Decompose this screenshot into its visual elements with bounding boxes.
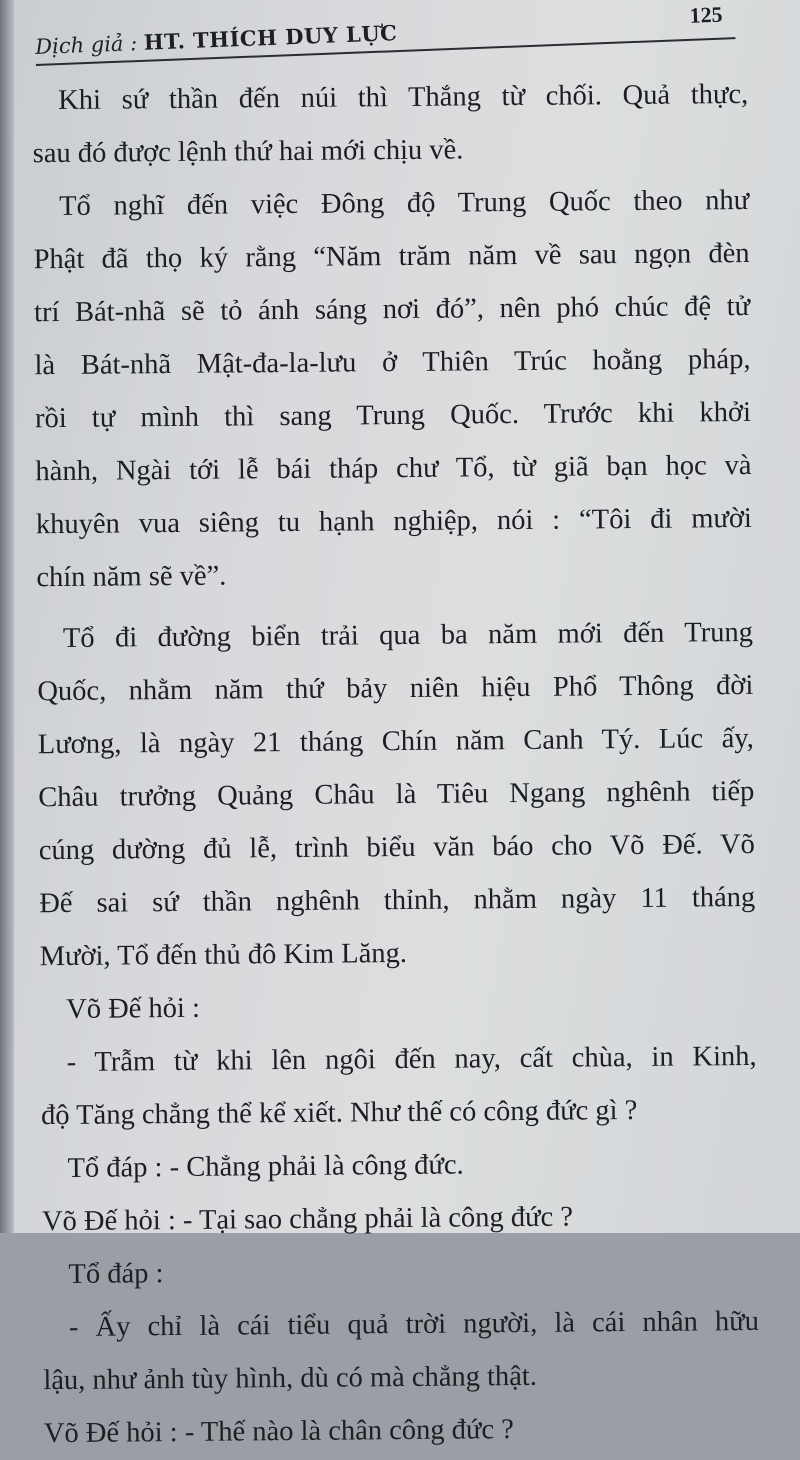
text-line: Tổ đáp :	[68, 1258, 164, 1290]
page-number: 125	[689, 1, 723, 28]
text-line: - Ấy chỉ là cái tiểu quả trời người, là cái nhân hữu	[68, 1305, 760, 1343]
text-line: Lương, là ngày 21 tháng Chín năm Canh Tý. Lúc ấy,	[37, 722, 754, 761]
text-line: Mười, Tổ đến thủ đô Kim Lăng.	[39, 937, 408, 973]
body-text	[32, 68, 760, 1460]
text-line: Đế sai sứ thần nghênh thỉnh, nhằm ngày 11 tháng	[39, 881, 756, 920]
translator-name: HT. THÍCH DUY LỰC	[143, 20, 398, 55]
text-line: Võ Đế hỏi :	[66, 992, 201, 1025]
page-header	[34, 0, 735, 64]
text-line: lậu, như ảnh tùy hình, dù có mà chẳng thật.	[43, 1360, 538, 1397]
text-line: độ Tăng chẳng thể kể xiết. Như thế có công đức gì ?	[40, 1094, 638, 1132]
text-line: sau đó được lệnh thứ hai mới chịu về.	[32, 134, 464, 170]
text-line: Võ Đế hỏi : - Tại sao chẳng phải là công đức ?	[41, 1201, 574, 1238]
text-line: cúng dường đủ lễ, trình biểu văn báo cho Võ Đế. Võ	[38, 828, 755, 867]
translator-label: Dịch giả :	[34, 30, 145, 59]
text-line: Tổ đáp : - Chẳng phải là công đức.	[67, 1149, 464, 1184]
text-line: hành, Ngài tới lễ bái tháp chư Tổ, từ giã bạn học và	[35, 449, 752, 488]
text-line: Tổ đi đường biển trải qua ba năm mới đến Trung	[62, 616, 754, 654]
text-line: khuyên vua siêng tu hạnh nghiệp, nói : “Tôi đi mười	[35, 502, 753, 541]
text-line: rồi tự mình thì sang Trung Quốc. Trước khi khởi	[34, 396, 752, 435]
text-line: trí Bát-nhã sẽ tỏ ánh sáng nơi đó”, nên phó chúc đệ tử	[33, 290, 751, 329]
book-spine	[0, 0, 14, 1233]
text-line: Võ Đế hỏi : - Thế nào là chân công đức ?	[43, 1414, 514, 1450]
text-line: Phật đã thọ ký rằng “Năm trăm năm về sau ngọn đèn	[33, 237, 750, 276]
text-line: chín năm sẽ về”.	[36, 560, 227, 594]
text-line: Khi sứ thần đến núi thì Thắng từ chối. Quả thực,	[58, 78, 749, 116]
text-line: Quốc, nhằm năm thứ bảy niên hiệu Phổ Thông đời	[37, 669, 754, 708]
text-line: - Trẫm từ khi lên ngôi đến nay, cất chùa, in Kinh,	[66, 1040, 757, 1078]
text-line: là Bát-nhã Mật-đa-la-lưu ở Thiên Trúc hoằng pháp,	[34, 343, 751, 382]
text-line: Tổ nghĩ đến việc Đông độ Trung Quốc theo như	[59, 184, 750, 222]
text-line: Châu trưởng Quảng Châu là Tiêu Ngang nghênh tiếp	[38, 775, 755, 814]
